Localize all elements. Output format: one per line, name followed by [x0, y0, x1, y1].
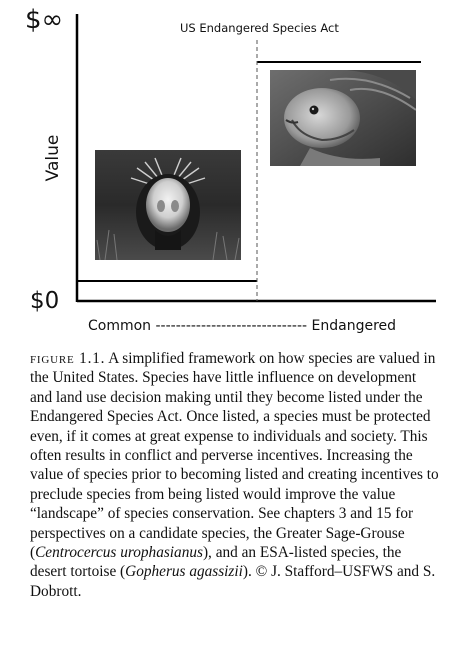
sage-grouse-illustration — [95, 150, 241, 260]
caption-species-1: Centrocercus urophasianus — [35, 544, 203, 562]
caption-text-3: ). © J. Stafford–USFWS and S. Dobrott. — [30, 563, 436, 600]
desert-tortoise-illustration — [270, 70, 416, 166]
figure-number: figure 1.1. — [30, 350, 106, 367]
figure-caption — [30, 349, 440, 601]
y-axis-zero-label: $0 — [30, 288, 60, 314]
desert-tortoise-photo — [270, 70, 416, 166]
y-axis-top-label: $∞ — [25, 5, 64, 35]
caption-text-1: A simplified framework on how species are valued in the United States. Species have little influence on development and land use decision making until they become listed under the Endangered Species Act. Once listed, a species must be protected even, if it comes at great expense to individuals and society. This often results in conflict and perverse incentives. Increasing the value of species prior to becoming listed and creating incentives to preclude species from being listed would improve the value “landscape” of species conservation. See chapters 3 and 15 for perspectives on a candidate species, the Greater Sage-Grouse ( — [30, 350, 439, 562]
x-axis-label: Common ------------------------------ Endangered — [88, 318, 397, 334]
esa-divider-label: US Endangered Species Act — [180, 21, 339, 35]
caption-species-2: Gopherus agassizii — [125, 563, 243, 581]
y-axis-label: Value — [43, 134, 63, 182]
caption-text-2: ), and an ESA-listed species, the desert tortoise ( — [30, 544, 402, 581]
sage-grouse-photo — [95, 150, 241, 260]
